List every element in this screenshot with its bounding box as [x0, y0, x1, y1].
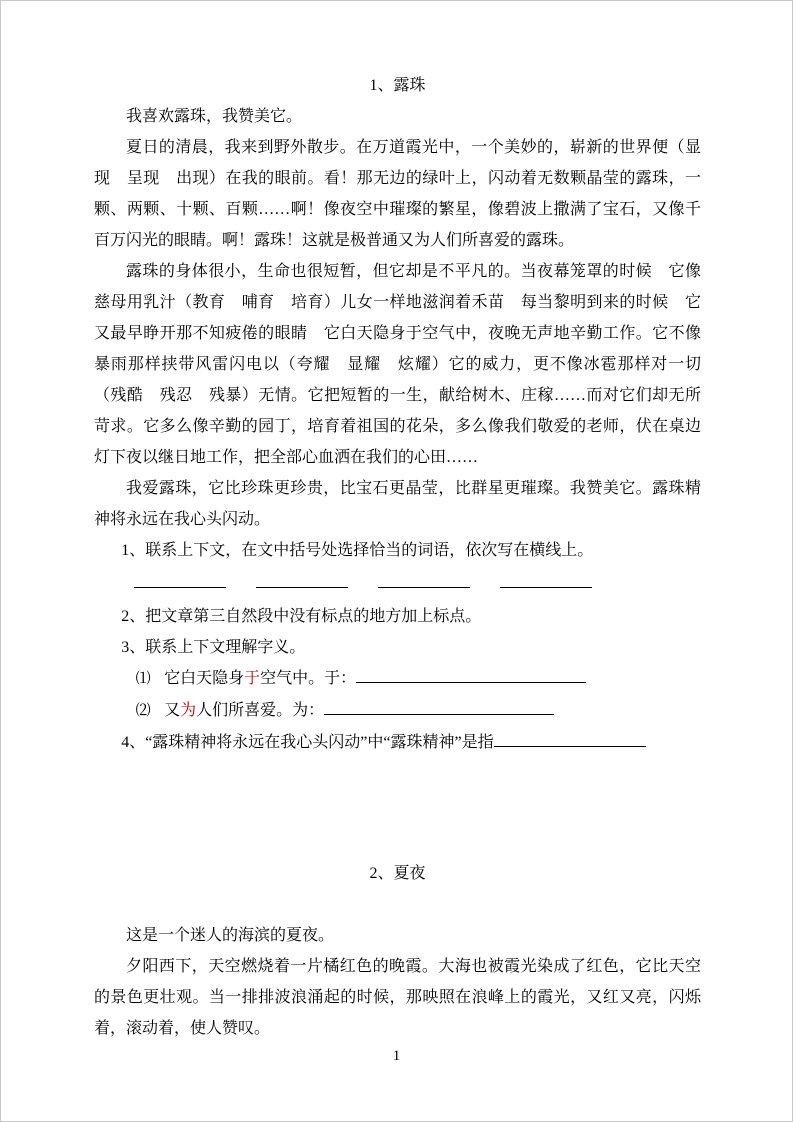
- answer-blank-q4: [494, 732, 646, 747]
- section1-paragraph-2: 夏日的清晨，我来到野外散步。在万道霞光中，一个美妙的，崭新的世界便（显现 呈现 出现）在我的眼前。看！那无边的绿叶上，闪动着无数颗晶莹的露珠，一颗、两颗、十颗、百颗……啊！像夜空中璀璨的繁星，像碧波上撒满了宝石，又像千百万闪光的眼睛。啊！露珠！这就是极普通又为人们所喜爱的露珠。: [94, 139, 701, 249]
- question-3-item-1: [136, 663, 701, 695]
- answer-blank-q3-2: [324, 700, 554, 715]
- question-2: 2、把文章第三自然段中没有标点的地方加上标点。: [121, 608, 482, 625]
- answer-blank-q3-1: [356, 668, 586, 683]
- question-1: 1、联系上下文，在文中括号处选择恰当的词语，依次写在横线上。: [121, 542, 594, 559]
- highlighted-char: 为: [180, 702, 197, 719]
- page-number: 1: [392, 1048, 401, 1064]
- item-text-pre: 它白天隐身: [164, 670, 245, 687]
- highlighted-char: 于: [244, 670, 261, 687]
- item-text-post: 空气中。于：: [260, 670, 357, 687]
- section2-paragraph-2: 夕阳西下，天空燃烧着一片橘红色的晚霞。大海也被霞光染成了红色，它比天空的景色更壮观。当一排排波浪涌起的时候，那映照在浪峰上的霞光，又红又亮，闪烁着，滚动着，使人赞叹。: [94, 958, 701, 1037]
- answer-blank-3: [378, 573, 470, 588]
- item-marker: ⑴: [135, 671, 151, 687]
- question-4-text: 4、“露珠精神将永远在我心头闪动”中“露珠精神”是指: [121, 734, 494, 751]
- answer-blank-1: [134, 573, 226, 588]
- item-marker: ⑵: [135, 703, 151, 719]
- question-3-item-2: [136, 695, 701, 727]
- answer-blank-2: [256, 573, 348, 588]
- question-4: [94, 727, 701, 758]
- item-text-post: 人们所喜爱。为：: [196, 702, 325, 719]
- section1-paragraph-4: 我爱露珠，它比珍珠更珍贵，比宝石更晶莹，比群星更璀璨。我赞美它。露珠精神将永远在我心头闪动。: [94, 480, 701, 528]
- answer-blank-4: [500, 573, 592, 588]
- section1-paragraph-1: 我喜欢露珠，我赞美它。: [126, 108, 303, 125]
- section1-paragraph-3: 露珠的身体很小，生命也很短暂，但它却是不平凡的。当夜幕笼罩的时候 它像慈母用乳汁（教育 哺育 培育）儿女一样地滋润着禾苗 每当黎明到来的时候 它又最早睁开那不知疲倦的眼睛 它白天隐身于空气中，夜晚无声地辛勤工作。它不像暴雨那样挟带风雷闪电以（夸耀 显耀 炫耀）它的威力，更不像冰雹那样对一切（残酷 残忍 残暴）无情。它把短暂的一生，献给树木、庄稼……而对它们却无所苛求。它多么像辛勤的园丁，培育着祖国的花朵，多么像我们敬爱的老师，伏在桌边灯下夜以继日地工作，把全部心血洒在我们的心田……: [94, 263, 701, 466]
- section2-title: 2、夏夜: [369, 865, 426, 882]
- question-1-answer-blanks: [134, 568, 701, 599]
- section1-title: 1、露珠: [369, 77, 426, 94]
- item-text-pre: 又: [164, 702, 181, 719]
- section2-paragraph-1: 这是一个迷人的海滨的夏夜。: [126, 927, 335, 944]
- question-3: 3、联系上下文理解字义。: [121, 639, 306, 656]
